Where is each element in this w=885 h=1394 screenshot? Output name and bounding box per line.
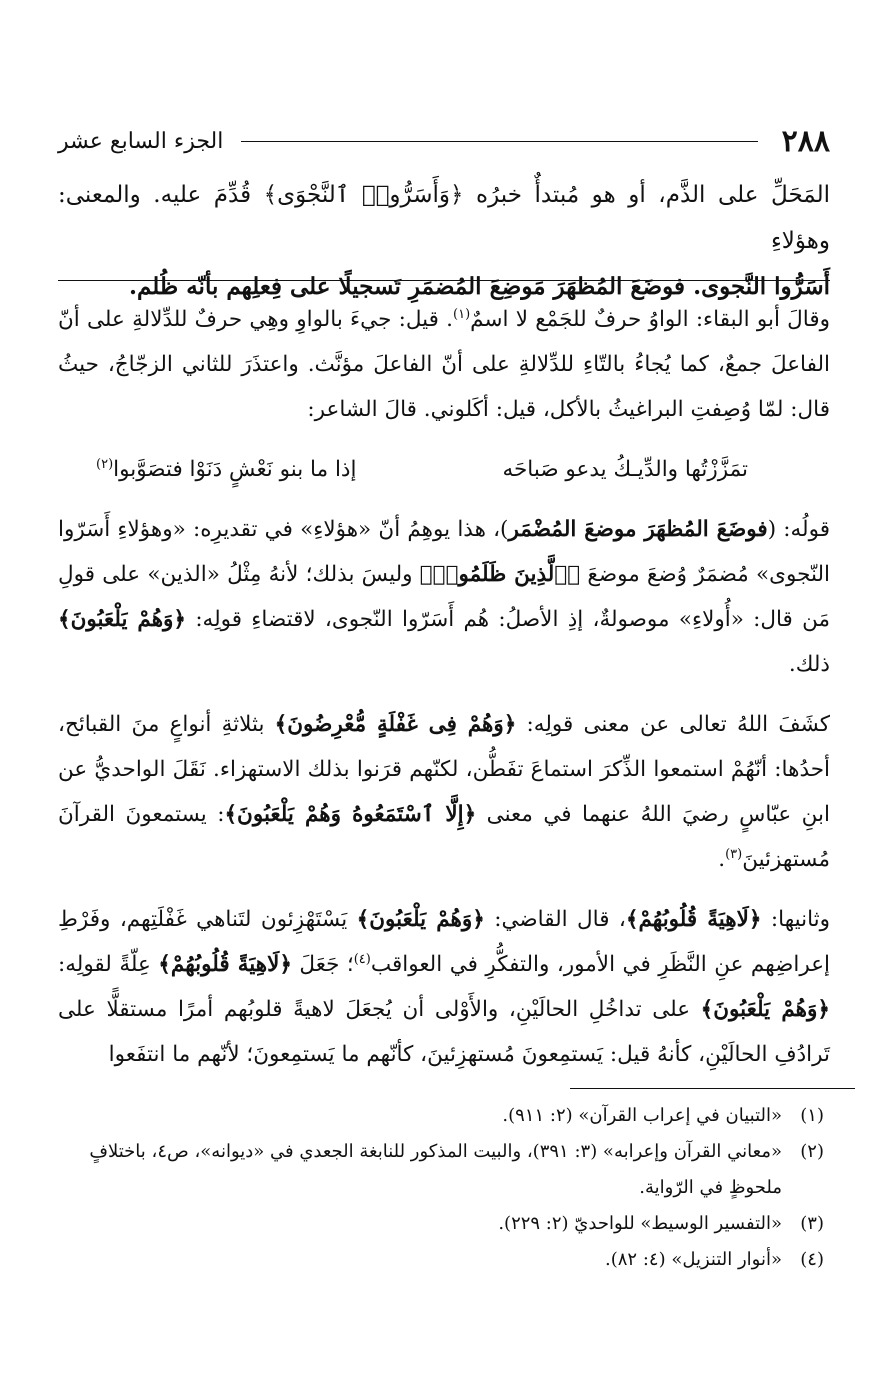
quoted-phrase: فوضَعَ المُظهَرَ موضعَ المُضْمَر	[508, 517, 768, 542]
footnote-text: «أنوار التنزيل» (٤: ٨٢).	[605, 1249, 782, 1270]
footnote-separator	[570, 1088, 855, 1089]
text: .	[718, 847, 726, 872]
footnote-1	[58, 1098, 830, 1134]
footnote-number: (٤)	[800, 1249, 824, 1270]
text: عِلّةً لقولِه:	[58, 952, 159, 977]
main-text-block	[58, 172, 830, 310]
header-rule	[241, 141, 757, 142]
footnote-2	[58, 1134, 830, 1206]
quran-quote: ﴿لَاهِيَةً قُلُوبُهُمْ﴾	[625, 907, 762, 932]
commentary-paragraph-2	[58, 507, 830, 687]
main-text-line-1: المَحَلِّ على الذَّم، أو هو مُبتدأٌ خبرُه ﴿وَأَسَرُّوا۟ ٱلنَّجْوَى﴾ قُدِّمَ عليه. والمعنى: وهؤلاءِ	[58, 182, 830, 254]
text: وثانيها:	[761, 907, 830, 932]
footnote-number: (٣)	[800, 1213, 824, 1234]
footnote-text: «معاني القرآن وإعرابه» (٣: ٣٩١)، والبيت المذكور للنابغة الجعدي في «ديوانه»، ص٤، باختلافٍ	[89, 1141, 782, 1162]
commentary-paragraph-4	[58, 897, 830, 1077]
commentary-paragraph-1	[58, 297, 830, 432]
footnote-ref-2: (٢)	[96, 456, 114, 472]
text: ذلك.	[788, 652, 830, 677]
quran-quote: ﴿وَهُمْ فِى غَفْلَةٍ مُّعْرِضُونَ﴾	[274, 712, 517, 737]
main-text-line-2: أَسَرُّوا النَّجوى. فوضَعَ المُظهَرَ مَوضِعَ المُضمَرِ تَسجيلًا على فِعلِهم بأنّه ظُلم.	[128, 273, 830, 300]
commentary-paragraph-3	[58, 702, 830, 882]
footnotes	[58, 1098, 830, 1278]
footnote-number: (٢)	[800, 1141, 824, 1162]
text: كشَفَ اللهُ تعالى عن معنى قولِه:	[516, 712, 831, 737]
verse-second-hemistich	[96, 447, 356, 492]
quran-quote: ﴿وَهُمْ يَلْعَبُونَ﴾	[700, 997, 830, 1022]
quran-quote: ﴿ٱلَّذِينَ ظَلَمُوا۟﴾	[419, 562, 581, 587]
text: إذا ما بنو نَعْشٍ دَنَوْا فتصَوَّبوا	[113, 457, 357, 482]
running-header	[58, 118, 830, 164]
footnote-text: «التفسير الوسيط» للواحديّ (٢: ٢٢٩).	[498, 1213, 782, 1234]
poetry-verse	[58, 447, 830, 492]
quran-quote: ﴿وَهُمْ يَلْعَبُونَ﴾	[58, 607, 187, 632]
commentary-block	[58, 297, 830, 1092]
page-number: ٢٨٨	[781, 123, 830, 159]
verse-first-hemistich: تمَزَّزْتُها والدِّيـكُ يدعو صَباحَه	[502, 457, 748, 482]
text: ؛ جَعَلَ	[291, 952, 354, 977]
text: )، هذا يوهِمُ أنّ «هؤلاءِ» في تقديرِه: «وهؤلاءِ أَسَرّوا النّجوى» مُضمَرٌ وُضعَ موضعَ	[58, 517, 830, 587]
book-page	[58, 0, 830, 1394]
text: ، قال القاضي:	[484, 907, 626, 932]
section-divider	[58, 280, 830, 281]
quran-quote: ﴿وَهُمْ يَلْعَبُونَ﴾	[356, 907, 485, 932]
footnote-number: (١)	[800, 1105, 824, 1126]
text: : يستمعونَ القرآنَ مُستهزئينَ	[58, 802, 830, 872]
text: يَسْتَهْزِئون لتَناهي غَفْلَتِهم، وفَرْطِ إعراضِهم عنِ النَّظَرِ في الأمور، والتفكُّرِ في العواقب	[58, 907, 830, 977]
text: قولُه: (	[767, 517, 830, 542]
text: وقالَ أبو البقاء: الواوُ حرفٌ للجَمْع لا اسمٌ	[470, 307, 831, 332]
text: وليسَ بذلك؛ لأنهُ مِثْلُ «الذين» على قولِ مَن قال: «أُولاءِ» موصولةٌ، إذِ الأصلُ: هُم أَسَرّوا النّجوى، لاقتضاءِ قولِه:	[58, 562, 830, 632]
footnote-text-continued: ملحوظٍ في الرّواية.	[639, 1177, 782, 1198]
footnote-text: «التبيان في إعراب القرآن» (٢: ٩١١).	[502, 1105, 782, 1126]
quran-quote: ﴿إِلَّا ٱسْتَمَعُوهُ وَهُمْ يَلْعَبُونَ﴾	[224, 802, 477, 827]
text: . قيل: جيءَ بالواوِ وهِي حرفٌ للدِّلالةِ على أنّ الفاعلَ جمعٌ، كما يُجاءُ بالتّاءِ للدِّلالةِ على أنّ الفاعلَ مؤنَّث. واعتذَرَ للثاني الزجّاجُ، حيثُ قال: لمّا وُصِفتِ البراغيثُ بالأكل، قيل: أكَلوني. قالَ الشاعر:	[58, 307, 830, 422]
footnote-4	[58, 1242, 830, 1278]
running-title: الجزء السابع عشر	[58, 128, 224, 154]
quran-quote: ﴿لَاهِيَةً قُلُوبُهُمْ﴾	[158, 952, 292, 977]
text: على تداخُلِ الحالَيْنِ، والأَوْلى أن يُجعَلَ لاهيةً قلوبُهم أمرًا مستقلًّا على تَرادُفِ الحالَيْنِ، كأنهُ قيل: يَستمِعونَ مُستهزِئينَ، كأنّهم ما يَستمِعونَ؛ لأنّهم ما انتفَعوا	[58, 997, 830, 1067]
footnote-ref-3: (٣)	[725, 846, 743, 862]
footnote-3	[58, 1206, 830, 1242]
text: بثلاثةِ أنواعٍ منَ القبائح، أحدُها: أنّهُمْ استمعوا الذِّكرَ استماعَ تفَطُّن، لكنّهم قرَنوا بذلك الاستهزاء. نَقَلَ الواحديُّ عن ابنِ عبّاسٍ رضيَ اللهُ عنهما في معنى	[58, 712, 830, 827]
footnote-ref-4: (٤)	[353, 951, 371, 967]
footnote-ref-1: (١)	[453, 306, 471, 322]
